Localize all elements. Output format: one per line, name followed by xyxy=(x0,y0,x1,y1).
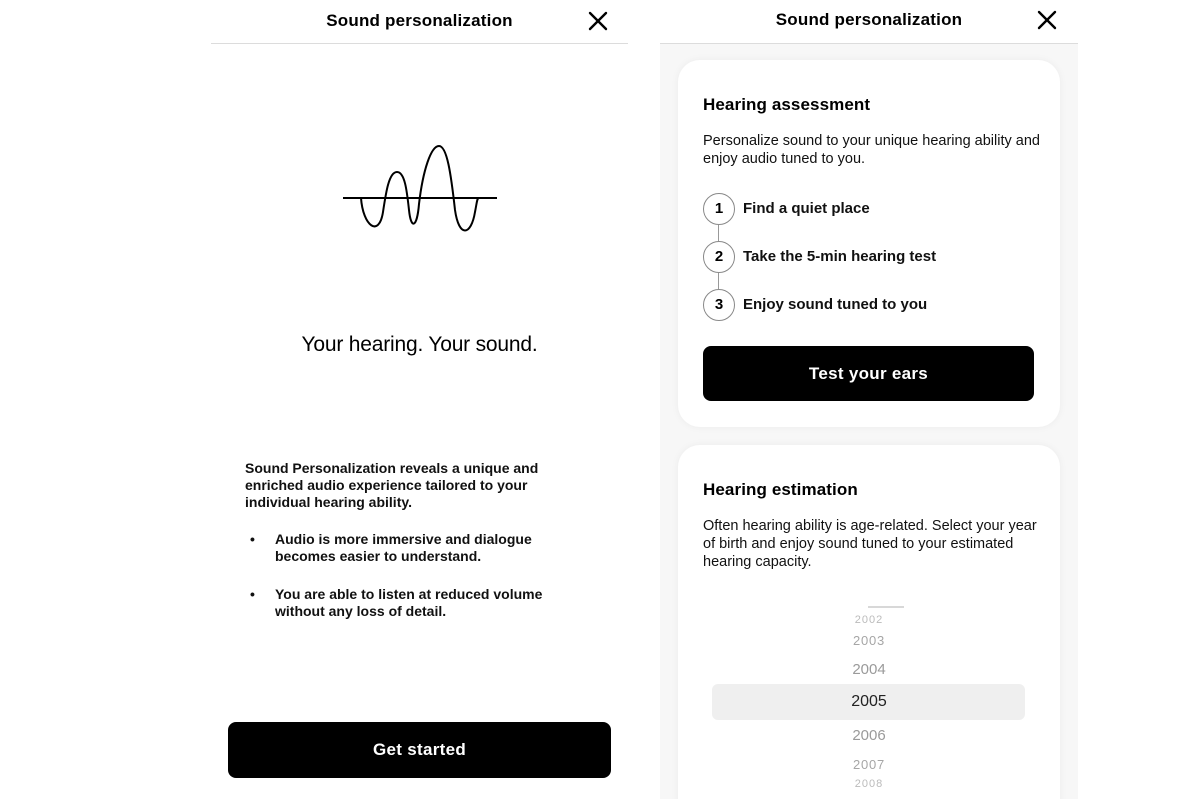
step-connector xyxy=(718,273,719,289)
list-item xyxy=(245,586,575,620)
year-of-birth-picker[interactable] xyxy=(678,600,1060,799)
year-option[interactable]: 2004 xyxy=(852,661,886,678)
bullet-text: Audio is more immersive and dialogue becomes easier to understand. xyxy=(275,531,532,564)
step-number: 3 xyxy=(703,289,735,321)
year-option[interactable]: 2008 xyxy=(854,778,884,790)
step-item xyxy=(703,193,1023,225)
test-your-ears-button[interactable]: Test your ears xyxy=(703,346,1034,401)
close-x-icon xyxy=(587,10,609,32)
year-option[interactable]: 2006 xyxy=(852,727,886,744)
year-option[interactable]: 2007 xyxy=(852,757,886,772)
hearing-estimation-card xyxy=(678,445,1060,799)
header xyxy=(211,0,628,44)
options-screen xyxy=(660,0,1078,799)
step-label: Enjoy sound tuned to you xyxy=(743,296,928,313)
picker-fade-edge xyxy=(868,606,904,608)
tagline: Your hearing. Your sound. xyxy=(301,333,538,356)
step-label: Take the 5-min hearing test xyxy=(743,248,937,265)
step-label: Find a quiet place xyxy=(743,200,870,217)
bullet-text: You are able to listen at reduced volume without any loss of detail. xyxy=(275,586,543,619)
year-option-selected[interactable]: 2005 xyxy=(851,693,887,710)
page-title: Sound personalization xyxy=(775,10,963,29)
step-connector xyxy=(718,225,719,241)
sound-wave-icon xyxy=(341,140,501,236)
card-description: Personalize sound to your unique hearing ability and enjoy audio tuned to you. xyxy=(703,133,1040,167)
close-x-icon xyxy=(1036,9,1058,31)
step-item xyxy=(703,241,1023,273)
card-description: Often hearing ability is age-related. Select your year of birth and enjoy sound tuned to your estimated hearing capacity. xyxy=(703,518,1037,570)
close-button[interactable] xyxy=(1036,9,1058,31)
page-title: Sound personalization xyxy=(326,11,513,30)
get-started-button[interactable]: Get started xyxy=(228,722,611,778)
header xyxy=(660,0,1078,44)
step-item xyxy=(703,289,1023,321)
year-option[interactable]: 2002 xyxy=(854,614,884,626)
step-number: 2 xyxy=(703,241,735,273)
year-option[interactable]: 2003 xyxy=(852,633,886,648)
close-button[interactable] xyxy=(587,10,609,32)
bullet-icon: • xyxy=(250,531,255,547)
hearing-assessment-card xyxy=(678,60,1060,427)
step-number: 1 xyxy=(703,193,735,225)
intro-screen xyxy=(211,0,628,799)
card-title: Hearing assessment xyxy=(703,95,871,114)
bullet-icon: • xyxy=(250,586,255,602)
intro-text: Sound Personalization reveals a unique and enriched audio experience tailored to your individual hearing ability. xyxy=(245,460,539,510)
card-title: Hearing estimation xyxy=(703,480,858,499)
list-item xyxy=(245,531,575,565)
